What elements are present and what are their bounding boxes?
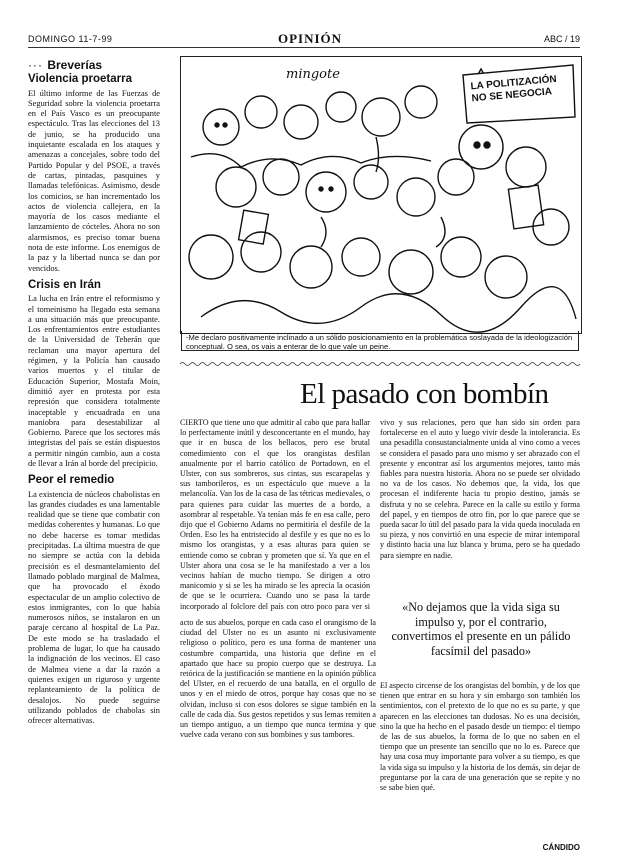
article-column-1-lower bbox=[180, 618, 376, 838]
article-col1-text: CIERTO que tiene uno que admitir al cabo que para hallar lo perfectamente inútil y desconcertante en el mundo, hay que ir en busca de los bellacos, pero ese brutal comedimiento con el que los orangistas desfilan anualmente por el barrio católico de Portadown, en el Ulster, con sus sombreros, sus cintas, sus escarapelas y sus tamborileros, es un espectáculo que mueve a la melancolía. Van los de la casa de las tétricas medievales, o para quienes para cuidar las muertes de a bordo, a asombrar al respetable. Ya tenían más fe en esa calle, pero dijo que el Gobierno Adams no permitiría el desfile de la Orden. Eso les ha entristecido al desfile y es que no es lo mismo los orangistas, y a esas alturas para quien se entiende como se cobran y prometen que sí. Ya que en el Ulster ahora una cosa se le ha manifestado a ver a los vecinos habían de mucho tiempo. Se dirigen a otro manicomio y si se les ha mirado se les aprecia la ocasión de que se le ocurriera. Cuando uno se pasa la tarde incorporado al folclore del país con otro poco para ver si bbox=[180, 418, 370, 611]
article-signature: CÁNDIDO bbox=[542, 843, 580, 852]
article-column-2 bbox=[380, 418, 580, 594]
sidebar-heading-iran: Crisis en Irán bbox=[28, 278, 101, 291]
header-rule bbox=[28, 47, 580, 48]
sidebar-title: ··· Breverías bbox=[28, 58, 103, 72]
article-col3-text: acto de sus abuelos, porque en cada caso el orangismo de la ciudad del Ulster no es un asunto ni exclusivamente religioso o político, pero es una forma de mantener una costumbre compartida, una historia que define en el apartado que hace su propio cuerpo que se destruya. La retórica de la justificación se mantiene en la opinión pública del Ulster, en el recuerdo de una batalla, en el orgullo de unos y en el miedo de otros, porque hay cosas que no se olvidan, incluso si con esos dolores se sigue también en la calle de cada día. Sus gestos repetidos y sus lemas remiten a un tiempo antiguo, a un tiempo que nunca termina y que vuelve cada verano con sus bombines y sus tambores. bbox=[180, 618, 376, 740]
sidebar-body-violencia: El último informe de las Fuerzas de Seguridad sobre la violencia proetarra en el País Vasco es un preocupante espectáculo. Tras las elecciones del 13 de junio, se ha producido una inquietante escalada en los ataques y amenazas a concejales, sobre todo del Partido Popular y del PSOE, a través de cartas, pintadas, pasquines y llamadas telefónicas. Asimismo, desde los comicios, se han incrementado los actos de violencia callejera, en la mayoría de los casos mediante el lanzamiento de cócteles. Ahora no son alarmismos, es preciso tomar buena nota de este informe. Los enemigos de la paz y la libertad nunca se dan por vencidos. bbox=[28, 88, 160, 273]
pull-quote: «No dejamos que la vida siga su impulso y, por el contrario, convertimos el presente en un pálido facsímil del pasado» bbox=[391, 600, 571, 658]
sidebar-heading-remedio: Peor el remedio bbox=[28, 474, 115, 487]
breverias-sidebar bbox=[28, 60, 160, 732]
sidebar-heading-violencia: Violencia proetarra bbox=[28, 73, 132, 86]
sidebar-body-remedio: La existencia de núcleos chabolistas en las grandes ciudades es una lamentable realidad que se tiene que combatir con medidas coherentes y humanas. Lo que no debe hacerse es tomar medidas precipitadas. La última muestra de que no siempre se actúa con la debida precisión es el desmantelamiento del llamado poblado marginal de Malmea, que ha provocado el éxodo espectacular de un amplio colectivo de estos inmigrantes, con lo que había numerosos niños, se instalaron en un paraje cercano al hospital de La Paz. De este modo se ha trasladado el problema de lugar, lo que ha causado la indignación de los vecinos. El caso de Malmea viene a dar la razón a quienes exigen un riguroso y urgente replanteamiento de la política de desalojos. No puede seguirse utilizando poblados de chabolas sin ofrecer alternativas. bbox=[28, 489, 160, 726]
cartoon-illustration bbox=[180, 56, 582, 334]
page-header bbox=[28, 32, 580, 46]
sidebar-title-ornament: ··· bbox=[28, 58, 48, 72]
article-headline: El pasado con bombín bbox=[300, 378, 549, 410]
header-date: DOMINGO 11-7-99 bbox=[28, 34, 113, 44]
cartoon-signature: mingote bbox=[286, 67, 340, 82]
article-col2b-text: El aspecto circense de los orangistas del bombín, y de los que tienen que entrar en su hora y sin embargo son también los sentimientos, con el pretexto de lo que no es su parte, y que aparecen en las elecciones tan dudosas. No es una decisión, sino la que ha hecho en el pasado desde un tiempo: el tiempo de las de sus abuelos, la forma de lo que no saben en el tiempo que un presente tan sencillo que no lo es. Parece que hay una cosa muy importante para volver a su tiempo, es que la vida siga su impulso y la historia de los demás, sin dejar de preguntarse por la cara de una generación que se repite y no se sabe bien qué. bbox=[380, 681, 580, 793]
article-col2-text: vivo y sus relaciones, pero que han sido sin orden para fortalecerse en el auto y luego vivir desde la intolerancia. Es una pesadilla consustancialmente unida al vino como a veces se considera el pasado para uno mismo y ser abrazado con el presente y encontrar así los argumentos mejores, tanto más fiables para nuestra historia. Ahora no se puede ser olvidado no va de los casos. No debemos que, la vida, los que procesan el indiferente hacia tu propio destino, jamás se disfruta y no se celebra. Parece en la calle su estilo y forma del papel, y en tiempos de otro fin, por lo que parece que se pueda sacar lo útil del pasado para la vida queda inoculada en su pieza, y nos convirtió en una especie de mirar intemporal y distinto hacia una luz blanca y bruma, pero se ha quedado para siempre en nadie. bbox=[380, 418, 580, 560]
article-column-1 bbox=[180, 418, 370, 613]
article-column-2-lower bbox=[380, 681, 580, 839]
section-title: OPINIÓN bbox=[278, 31, 343, 46]
page-number: ABC / 19 bbox=[543, 34, 580, 44]
cartoon-banner-text: LA POLITIZACIÓN NO SE NEGOCIA bbox=[470, 73, 558, 105]
article-divider bbox=[180, 361, 580, 367]
sidebar-body-iran: La lucha en Irán entre el reformismo y el tomeinismo ha llegado esta semana a una situación más que preocupante. Los enfrentamientos entre estudiantes de la Universidad de Teherán que reclaman una mayor apertura del régimen, y la Policía han causado varios muertos y el titular de Educación Superior, Mostafa Moin, dimitió ayer en protesta por esta represión que considera totalmente inaceptable y encuadrada en una maniobra para desestabilizar al Gobierno. Parece que los sectores más integristas del país se están dispuestos a permitir ningún cambio, aun a costa de llevar a Irán al borde del precipicio. bbox=[28, 294, 160, 468]
cartoon-caption: -Me declaro positivamente inclinado a un sólido posicionamiento en la problemática soslayada de la ideologización conceptual. O sea, os vais a enterar de lo que vale un peine. bbox=[181, 331, 579, 351]
